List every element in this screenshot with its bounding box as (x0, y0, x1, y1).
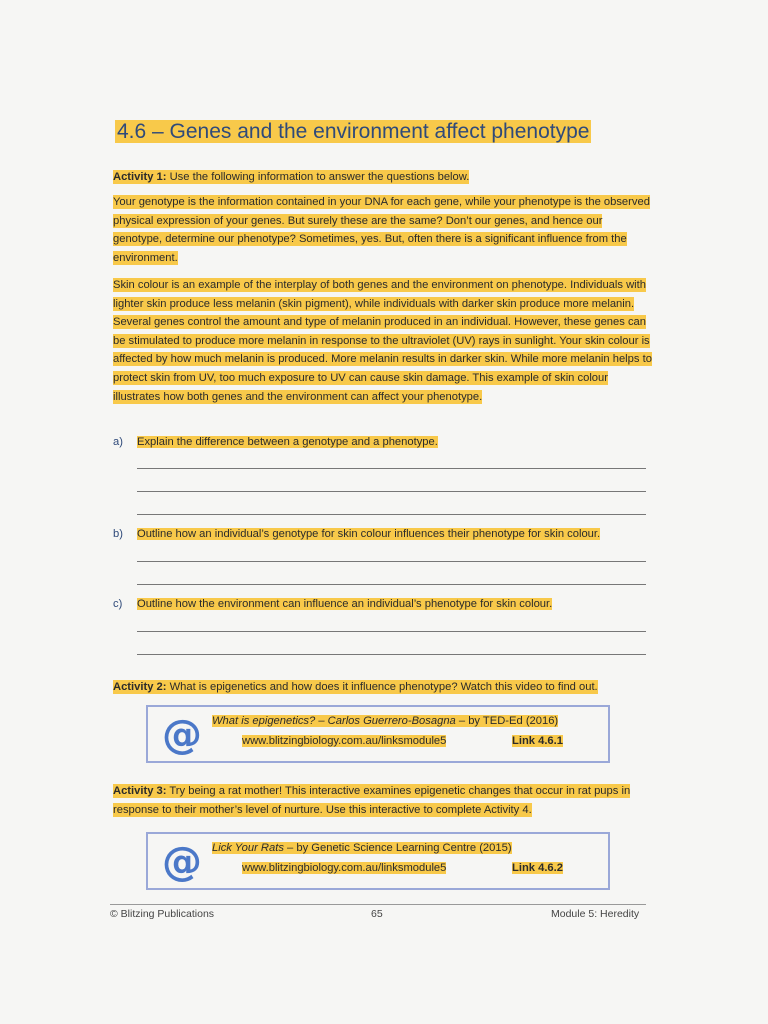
answer-line[interactable] (137, 631, 646, 632)
activity-3-label: Activity 3: (113, 785, 167, 797)
answer-line[interactable] (137, 584, 646, 585)
footer-module: Module 5: Heredity (551, 908, 640, 920)
link-2-title: Lick Your Rats (212, 842, 284, 854)
answer-line[interactable] (137, 561, 646, 562)
question-c (113, 596, 653, 612)
paragraph-skin-colour: Skin colour is an example of the interplay of both genes and the environment on phenotype. Individuals with lighter skin produce less melanin (skin pigment), while individuals with darker skin produce more melanin. Several genes control the amount and type of melanin produced in an individual. However, these genes can be stimulated to produce more melanin in response to the ultraviolet (UV) rays in sunlight. Your skin colour is affected by how much melanin is produced. More melanin results in darker skin. While more melanin helps to protect skin from UV, too much exposure to UV can cause skin damage. This example of skin colour illustrates how both genes and the environment can affect your phenotype. (113, 279, 652, 403)
question-text: Explain the difference between a genotype and a phenotype. (137, 436, 438, 448)
activity-1-label: Activity 1: (113, 171, 167, 183)
at-sign-icon: @ (162, 712, 202, 758)
question-letter: b) (113, 528, 123, 540)
link-2-title-line: Lick Your Rats – by Genetic Science Learning Centre (2015) (212, 842, 512, 854)
answer-line[interactable] (137, 654, 646, 655)
activity-2-instruction: Activity 2: What is epigenetics and how does it influence phenotype? Watch this video to find out. (113, 681, 598, 693)
question-text: Outline how the environment can influence an individual’s phenotype for skin colour. (137, 598, 553, 610)
link-2-code: Link 4.6.2 (512, 862, 563, 874)
question-text: Outline how an individual’s genotype for skin colour influences their phenotype for skin colour. (137, 528, 601, 540)
link-1-title-line: What is epigenetics? – Carlos Guerrero-Bosagna – by TED-Ed (2016) (212, 715, 559, 727)
footer-publisher: © Blitzing Publications (110, 908, 215, 920)
answer-line[interactable] (137, 491, 646, 492)
activity-2-label: Activity 2: (113, 681, 167, 693)
link-box-1[interactable] (146, 705, 610, 763)
question-a (113, 434, 653, 450)
link-1-code: Link 4.6.1 (512, 735, 563, 747)
page-title: 4.6 – Genes and the environment affect phenotype (117, 120, 590, 143)
question-b (113, 526, 653, 542)
paragraph-genotype: Your genotype is the information contained in your DNA for each gene, while your phenotype is the observed physical expression of your genes. But surely these are the same? Don’t our genes, and hence our genotype, determine our phenotype? Sometimes, yes. But, often there is a significant influence from the environment. (113, 196, 650, 264)
activity-3-instruction: Activity 3: Try being a rat mother! This interactive examines epigenetic changes that occur in rat pups in response to their mother’s level of nurture. Use this interactive to complete Activity 4. (113, 785, 631, 816)
link-1-title: What is epigenetics? – Carlos Guerrero-Bosagna (212, 715, 456, 727)
question-letter: a) (113, 436, 123, 448)
at-sign-icon: @ (162, 839, 202, 885)
footer-divider (110, 904, 646, 905)
link-box-2[interactable] (146, 832, 610, 890)
answer-line[interactable] (137, 514, 646, 515)
answer-line[interactable] (137, 468, 646, 469)
activity-1-instruction: Activity 1: Use the following information to answer the questions below. (113, 171, 470, 183)
footer-page-number: 65 (371, 908, 383, 920)
question-letter: c) (113, 598, 123, 610)
link-2-url[interactable]: www.blitzingbiology.com.au/linksmodule5 (242, 862, 447, 874)
link-1-url[interactable]: www.blitzingbiology.com.au/linksmodule5 (242, 735, 447, 747)
